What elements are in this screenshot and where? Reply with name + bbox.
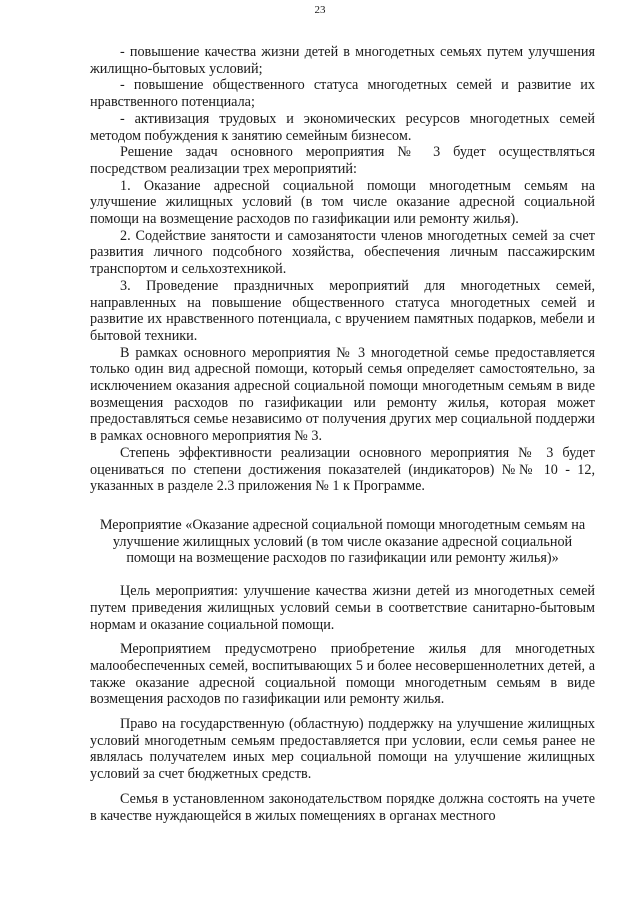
section-heading: Мероприятие «Оказание адресной социальной помощи многодетным семьям на улучшение жилищных условий (в том числе оказание адресной социальной помощи на возмещение расходов по газификации или ремонту жилья)»: [99, 516, 586, 567]
paragraph-registration: Семья в установленном законодательством порядке должна состоять на учете в качестве нуждающейся в жилых помещениях в органах местного: [90, 790, 595, 824]
paragraph-goal-2: - повышение общественного статуса многодетных семей и развитие их нравственного потенциала;: [90, 77, 595, 111]
paragraph-tasks-intro: Решение задач основного мероприятия № 3 будет осуществляться посредством реализации трех мероприятий:: [90, 144, 595, 177]
paragraph-efficiency: Степень эффективности реализации основного мероприятия № 3 будет оцениваться по степени достижения показателей (индикаторов) №№ 10 - 12, указанных в разделе 2.3 приложения № 1 к Программе.: [90, 444, 595, 495]
paragraph-single-aid: В рамках основного мероприятия № 3 многодетной семье предоставляется только один вид адресной помощи, который семья определяет самостоятельно, за исключением оказания адресной социальной помощи многодетным семьям в виде возмещения расходов по газификации или ремонту жилья, которая может предоставляться семье независимо от получения других мер социальной поддержи в рамках основного мероприятия № 3.: [90, 344, 595, 445]
paragraph-measure-1: 1. Оказание адресной социальной помощи многодетным семьям на улучшение жилищных условий (в том числе оказание адресной социальной помощи на возмещение расходов по газификации или ремонту жилья).: [90, 177, 595, 228]
paragraph-eligibility: Право на государственную (областную) поддержку на улучшение жилищных условий многодетным семьям предоставляется при условии, если семья ранее не являлась получателем иных мер социальной помощи на улучшение жилищных условий за счет бюджетных средств.: [90, 716, 595, 783]
page-number: 23: [314, 4, 326, 16]
paragraph-purpose: Цель мероприятия: улучшение качества жизни детей из многодетных семей путем приведения жилищных условий семьи в соответствие санитарно-бытовым нормам и оказание социальной помощи.: [90, 583, 595, 633]
paragraph-goal-3: - активизация трудовых и экономических ресурсов многодетных семей методом побуждения к занятию семейным бизнесом.: [90, 110, 595, 144]
document-body: [90, 44, 595, 824]
paragraph-housing-purchase: Мероприятием предусмотрено приобретение жилья для многодетных малообеспеченных семей, воспитывающих 5 и более несовершеннолетних детей, а также оказание адресной социальной помощи многодетным семьям в виде возмещения расходов по газификации или ремонту жилья.: [90, 641, 595, 708]
paragraph-goal-1: - повышение качества жизни детей в многодетных семьях путем улучшения жилищно-бытовых условий;: [90, 44, 595, 77]
paragraph-measure-3: 3. Проведение праздничных мероприятий для многодетных семей, направленных на повышение общественного статуса многодетных семей и развитие их нравственного потенциала, с вручением памятных подарков, мебели и бытовой техники.: [90, 277, 595, 344]
paragraph-measure-2: 2. Содействие занятости и самозанятости членов многодетных семей за счет развития личного подсобного хозяйства, обеспечения личным пассажирским транспортом и сельхозтехникой.: [90, 227, 595, 278]
